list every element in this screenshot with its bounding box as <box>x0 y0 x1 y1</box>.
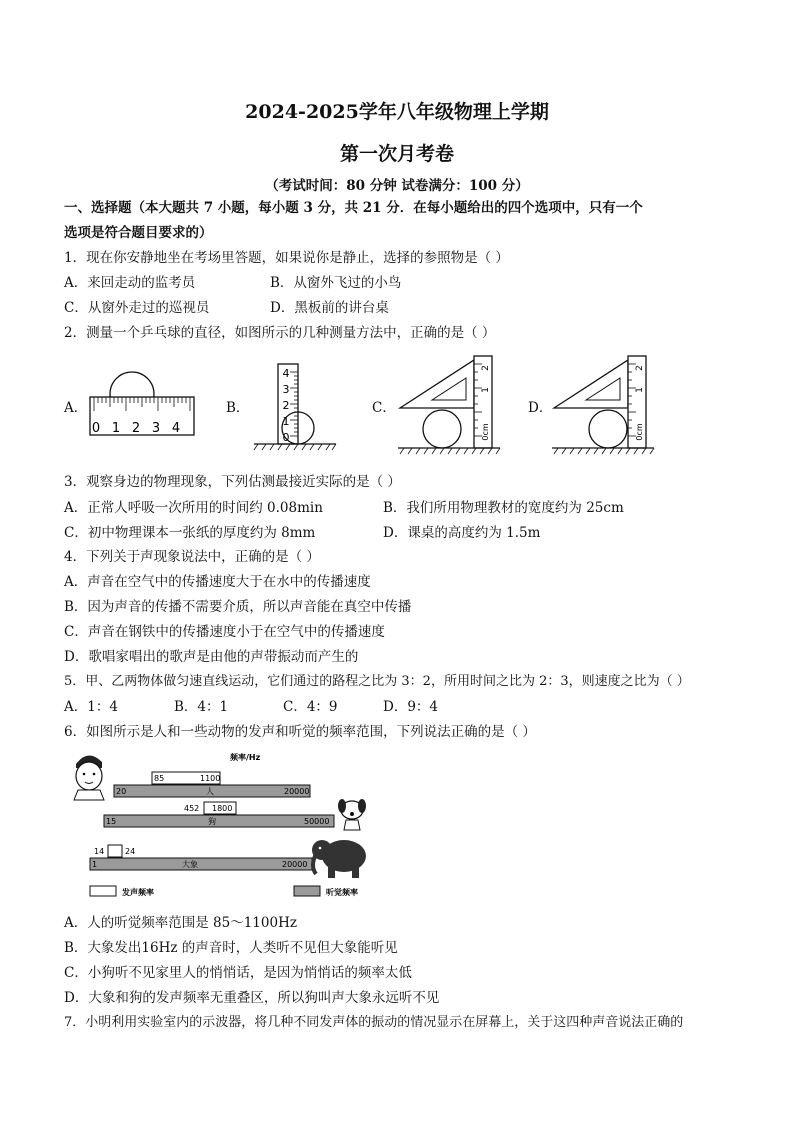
ruler-b-number-2: 2 <box>282 399 290 412</box>
elephant-hear-low: 1 <box>92 860 98 869</box>
figure-c-set-square-measurement <box>396 352 504 460</box>
ruler-b-number-3: 3 <box>282 383 290 396</box>
question-6-stem: 6．如图所示是人和一些动物的发声和听觉的频率范围，下列说法正确的是（ ） <box>64 724 536 740</box>
question-5-option-c[interactable]: C．4：9 <box>283 699 338 715</box>
question-2-option-a[interactable]: A． <box>64 400 88 416</box>
question-1-option-a[interactable]: A．来回走动的监考员 <box>64 275 196 291</box>
human-hear-low: 20 <box>116 787 127 796</box>
ruler-a-number-4: 4 <box>171 421 181 436</box>
question-1-option-c[interactable]: C．从窗外走过的巡视员 <box>64 300 210 316</box>
question-2-option-d[interactable]: D． <box>528 400 553 416</box>
figure-b-ruler-measurement <box>250 360 340 452</box>
question-6-option-d[interactable]: D．大象和狗的发声频率无重叠区，所以狗叫声大象永远听不见 <box>64 990 440 1006</box>
question-6-option-a[interactable]: A．人的听觉频率范围是 85～1100Hz <box>64 915 297 931</box>
legend-hear-label: 听觉频率 <box>326 888 358 897</box>
legend-hear-swatch <box>294 886 320 896</box>
human-label: 人 <box>206 787 214 796</box>
set-square <box>554 360 628 408</box>
ruler-a-number-3: 3 <box>151 421 161 436</box>
question-2-option-c[interactable]: C． <box>372 400 396 416</box>
section-heading: 一、选择题（本大题共 7 小题，每小题 3 分，共 21 分．在每小题给出的四个选项中，只有一个 <box>64 200 643 216</box>
ruler-c-number-2: 2 <box>481 365 491 371</box>
figure-a-ruler-measurement <box>86 366 198 442</box>
question-4-option-b[interactable]: B．因为声音的传播不需要介质，所以声音能在真空中传播 <box>64 599 412 615</box>
ground-hatching <box>554 448 654 454</box>
human-emit-low: 85 <box>154 774 165 783</box>
boy-face-icon <box>74 755 104 800</box>
question-6-option-b[interactable]: B．大象发出16Hz 的声音时，人类听不见但大象能听见 <box>64 940 398 956</box>
question-2-option-b[interactable]: B． <box>226 400 250 416</box>
dog-label: 狗 <box>208 817 216 826</box>
figure-d-set-square-measurement <box>550 352 658 460</box>
dog-emit-low: 452 <box>184 804 200 813</box>
elephant-emit-bar <box>108 845 122 857</box>
legend-emit-swatch <box>90 886 116 896</box>
question-3-option-a[interactable]: A．正常人呼吸一次所用的时间约 0.08min <box>64 500 323 516</box>
question-4-option-a[interactable]: A．声音在空气中的传播速度大于在水中的传播速度 <box>64 574 371 590</box>
ruler-a-number-0: 0 <box>91 421 101 436</box>
ground-hatching <box>400 448 500 454</box>
question-5-option-d[interactable]: D．9：4 <box>383 699 439 715</box>
dog-icon <box>338 799 366 830</box>
human-hear-high: 20000 <box>284 787 310 796</box>
dog-hear-low: 15 <box>106 817 117 826</box>
ruler-b-number-0: 0 <box>282 431 290 444</box>
question-3-stem: 3．观察身边的物理现象，下列估测最接近实际的是（ ） <box>64 474 401 490</box>
question-7-stem: 7．小明利用实验室内的示波器，将几种不同发声体的振动的情况显示在屏幕上，关于这四种声音说法正确的 <box>64 1015 684 1030</box>
question-5-stem: 5．甲、乙两物体做匀速直线运动，它们通过的路程之比为 3：2，所用时间之比为 2：3，则速度之比为（ ） <box>64 674 690 689</box>
question-1-stem: 1．现在你安静地坐在考场里答题，如果说你是静止，选择的参照物是（ ） <box>64 250 509 266</box>
question-4-stem: 4．下列关于声现象说法中，正确的是（ ） <box>64 549 320 565</box>
ruler-a-number-1: 1 <box>111 421 121 436</box>
ping-pong-ball <box>589 410 627 448</box>
ping-pong-ball <box>423 410 461 448</box>
exam-title: 2024-2025学年八年级物理上学期 <box>245 101 549 123</box>
exam-info: （考试时间：80 分钟 试卷满分：100 分） <box>265 178 529 194</box>
question-3-option-d[interactable]: D．课桌的高度约为 1.5m <box>383 525 541 541</box>
question-4-option-c[interactable]: C．声音在钢铁中的传播速度小于在空气中的传播速度 <box>64 624 385 640</box>
ruler-d-unit: 0cm <box>635 423 644 441</box>
question-2-stem: 2．测量一个乒乓球的直径，如图所示的几种测量方法中，正确的是（ ） <box>64 325 496 341</box>
question-5-option-a[interactable]: A．1：4 <box>64 699 118 715</box>
question-3-option-b[interactable]: B．我们所用物理教材的宽度约为 25cm <box>383 500 624 516</box>
legend-emit-label: 发声频率 <box>122 888 154 897</box>
ruler-d-number-2: 2 <box>635 365 645 371</box>
elephant-hear-bar <box>90 858 312 870</box>
dog-hear-bar <box>104 815 334 827</box>
question-3-option-c[interactable]: C．初中物理课本一张纸的厚度约为 8mm <box>64 525 316 541</box>
ruler-b-number-1: 1 <box>282 415 290 428</box>
ruler-c-unit: 0cm <box>481 423 490 441</box>
elephant-icon <box>312 840 366 878</box>
exam-subtitle: 第一次月考卷 <box>339 143 454 165</box>
ruler-a-number-2: 2 <box>131 421 141 436</box>
ruler-d-number-1: 1 <box>635 387 645 393</box>
set-square <box>400 360 474 408</box>
ground-hatching <box>254 444 336 450</box>
ruler-c-number-1: 1 <box>481 387 491 393</box>
elephant-hear-high: 20000 <box>282 860 308 869</box>
ruler-b-number-4: 4 <box>282 367 290 380</box>
question-6-option-c[interactable]: C．小狗听不见家里人的悄悄话，是因为悄悄话的频率太低 <box>64 965 412 981</box>
elephant-label: 大象 <box>182 860 198 869</box>
section-heading-cont: 选项是符合题目要求的） <box>64 225 213 241</box>
dog-emit-high: 1800 <box>212 804 233 813</box>
question-1-option-b[interactable]: B．从窗外飞过的小鸟 <box>270 275 402 291</box>
question-5-option-b[interactable]: B．4：1 <box>174 699 229 715</box>
question-4-option-d[interactable]: D．歌唱家唱出的歌声是由他的声带振动而产生的 <box>64 649 359 665</box>
elephant-emit-low: 14 <box>94 847 105 856</box>
dog-hear-high: 50000 <box>304 817 330 826</box>
elephant-emit-high: 24 <box>125 847 136 856</box>
axis-title: 频率/Hz <box>230 753 261 762</box>
frequency-range-figure <box>70 748 370 900</box>
human-emit-high: 1100 <box>200 774 221 783</box>
question-1-option-d[interactable]: D．黑板前的讲台桌 <box>270 300 389 316</box>
